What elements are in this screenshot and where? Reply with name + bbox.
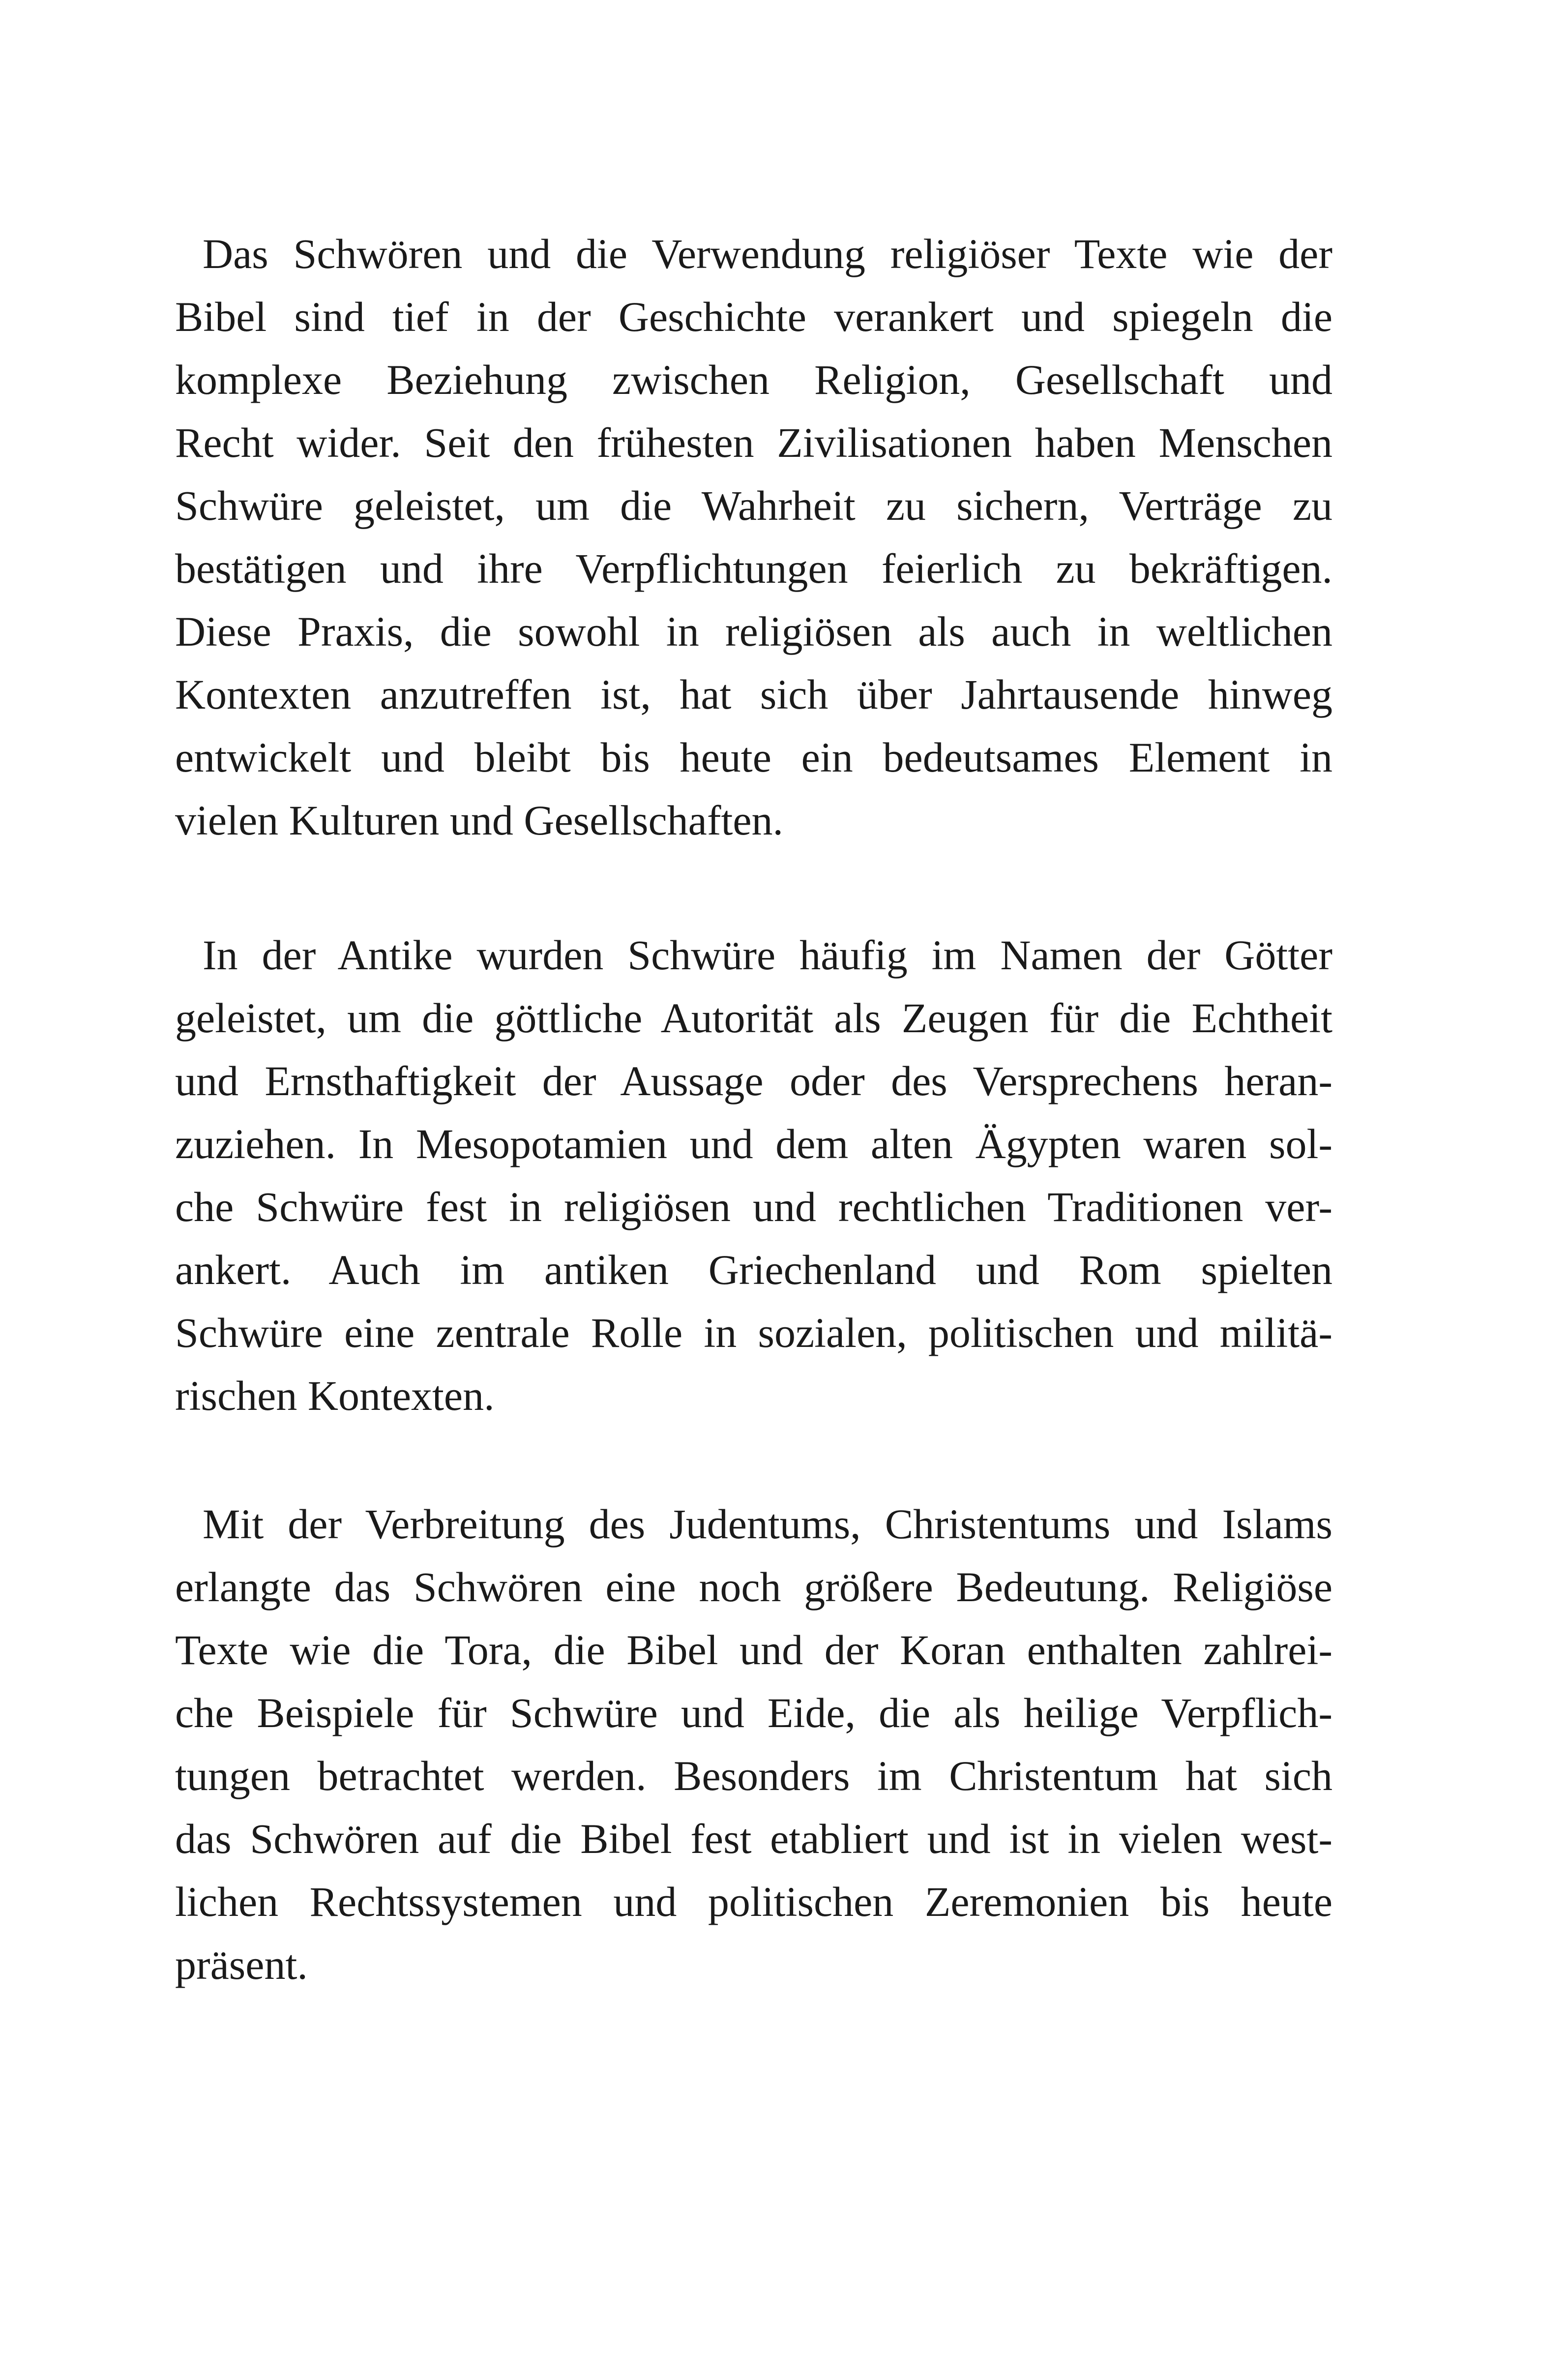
paragraph-line: tungen betrachtet werden. Besonders im Christentum hat sich xyxy=(175,1752,1332,1799)
paragraph-line: Diese Praxis, die sowohl in religiösen als auch in weltlichen xyxy=(175,608,1332,655)
paragraph-line: und Ernsthaftigkeit der Aussage oder des Versprechens heran- xyxy=(175,1057,1332,1104)
paragraph-line: Recht wider. Seit den frühesten Zivilisationen haben Menschen xyxy=(175,419,1332,466)
paragraph-line: vielen Kulturen und Gesellschaften. xyxy=(175,797,784,844)
paragraph-line: Texte wie die Tora, die Bibel und der Koran enthalten zahlrei- xyxy=(175,1626,1332,1673)
paragraph-line: entwickelt und bleibt bis heute ein bedeutsames Element in xyxy=(175,734,1332,781)
paragraph-line: rischen Kontexten. xyxy=(175,1372,495,1419)
paragraph-line: Bibel sind tief in der Geschichte verankert und spiegeln die xyxy=(175,293,1332,340)
paragraph-line: In der Antike wurden Schwüre häufig im Namen der Götter xyxy=(203,931,1332,979)
paragraph-line: lichen Rechtssystemen und politischen Zeremonien bis heute xyxy=(175,1878,1332,1925)
paragraph-line: che Schwüre fest in religiösen und rechtlichen Traditionen ver- xyxy=(175,1183,1332,1230)
paragraph-1 xyxy=(175,222,1332,852)
paragraph-line: präsent. xyxy=(175,1941,308,1988)
paragraph-line: erlangte das Schwören eine noch größere Bedeutung. Religiöse xyxy=(175,1563,1332,1611)
paragraph-line: Schwüre eine zentrale Rolle in sozialen, politischen und militä- xyxy=(175,1309,1332,1356)
paragraph-line: che Beispiele für Schwüre und Eide, die als heilige Verpflich- xyxy=(175,1689,1332,1736)
paragraph-line: zuziehen. In Mesopotamien und dem alten Ägypten waren sol- xyxy=(175,1120,1332,1167)
paragraph-2 xyxy=(175,924,1332,1427)
paragraph-line: bestätigen und ihre Verpflichtungen feierlich zu bekräftigen. xyxy=(175,545,1332,592)
paragraph-line: Kontexten anzutreffen ist, hat sich über Jahrtausende hinweg xyxy=(175,671,1332,718)
paragraph-line: das Schwören auf die Bibel fest etabliert und ist in vielen west- xyxy=(175,1815,1332,1862)
paragraph-line: Schwüre geleistet, um die Wahrheit zu sichern, Verträge zu xyxy=(175,482,1332,529)
paragraph-line: komplexe Beziehung zwischen Religion, Gesellschaft und xyxy=(175,356,1332,403)
paragraph-line: Das Schwören und die Verwendung religiöser Texte wie der xyxy=(203,230,1332,277)
paragraph-line: Mit der Verbreitung des Judentums, Christentums und Islams xyxy=(203,1500,1332,1548)
paragraph-3 xyxy=(175,1492,1332,1996)
paragraph-line: ankert. Auch im antiken Griechenland und Rom spielten xyxy=(175,1246,1332,1293)
paragraph-line: geleistet, um die göttliche Autorität als Zeugen für die Echtheit xyxy=(175,994,1332,1042)
